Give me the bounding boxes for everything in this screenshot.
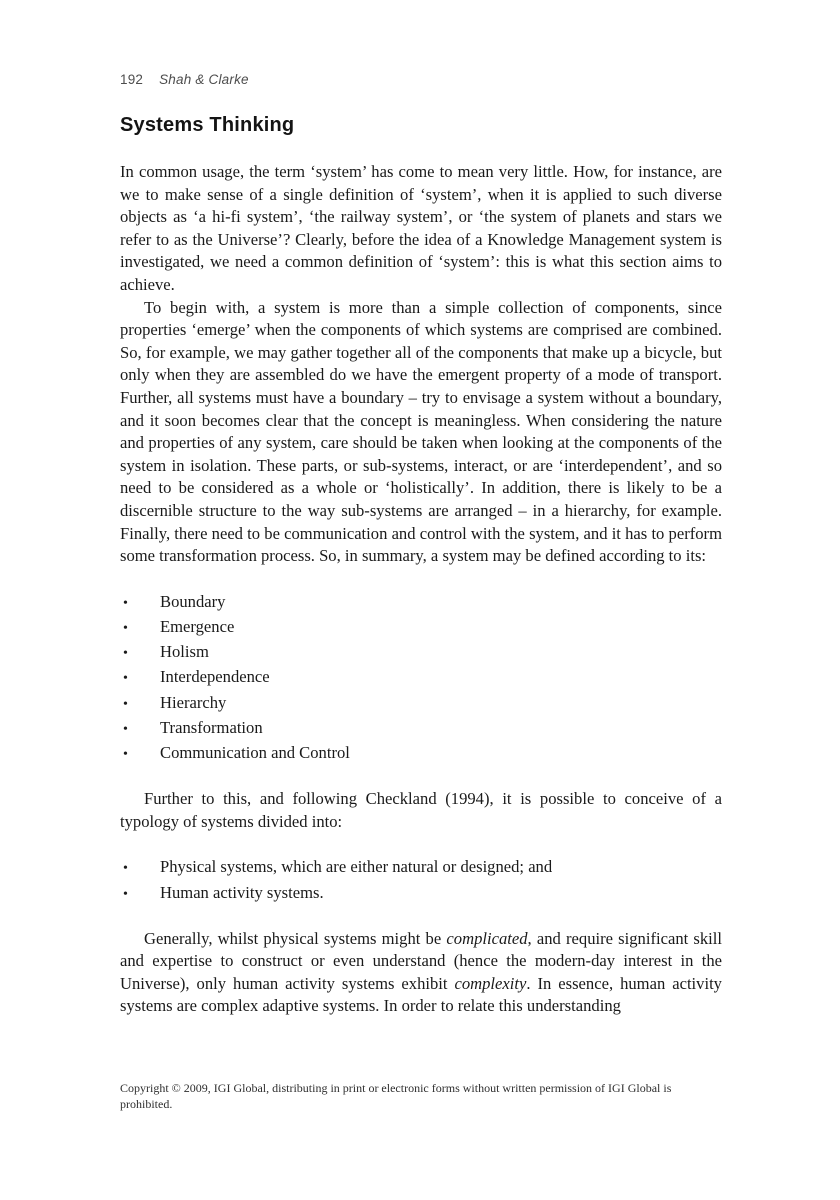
- list-item-label: Emergence: [160, 616, 235, 636]
- list-item-label: Human activity systems.: [160, 882, 324, 902]
- bullet-icon: •: [123, 646, 128, 662]
- running-head: [120, 72, 722, 87]
- list-item: [120, 590, 722, 615]
- complexity-italic-complexity: complexity: [454, 973, 527, 993]
- paragraph-system-definition: To begin with, a system is more than a simple collection of components, since properties ‘emerge’ when the components of which systems are comprised are combined. So, for example, we may gather together all of the components that make up a bicycle, but only when they are assembled do we have the emergent property of a mode of transport. Further, all systems must have a boundary – try to envisage a system without a boundary, and it soon becomes clear that the concept is meaningless. When considering the nature and properties of any system, care should be taken when looking at the components of the system in isolation. These parts, or sub-systems, interact, or are ‘interdependent’, and so need to be considered as a whole or ‘holistically’. In addition, there is likely to be a discernible structure to the way sub-systems are arranged – in a hierarchy, for example. Finally, there need to be communication and control with the system, and it has to perform some transformation process. So, in summary, a system may be defined according to its:: [120, 297, 722, 566]
- bullet-icon: •: [123, 886, 128, 902]
- section-title: Systems Thinking: [120, 114, 295, 136]
- paragraph-typology-intro: Further to this, and following Checkland (1994), it is possible to conceive of a typology of systems divided into:: [120, 789, 722, 831]
- list-item-label: Transformation: [160, 717, 263, 737]
- list-item-label: Boundary: [160, 591, 226, 611]
- list-item-label: Communication and Control: [160, 742, 350, 762]
- bullet-icon: •: [123, 746, 128, 762]
- copyright-notice: Copyright © 2009, IGI Global, distributing in print or electronic forms without written permission of IGI Global is prohibited.: [120, 1081, 672, 1111]
- bullet-icon: •: [123, 721, 128, 737]
- bullet-icon: •: [123, 671, 128, 687]
- bullet-icon: •: [123, 696, 128, 712]
- list-item-label: Interdependence: [160, 667, 270, 687]
- systems-typology-list: [120, 855, 722, 905]
- complexity-seg3: . In essence, human activity systems are complex adaptive systems. In order to relate this understanding: [120, 973, 722, 1016]
- system-properties-list: [120, 590, 722, 766]
- list-item: [120, 691, 722, 716]
- list-item: [120, 881, 722, 906]
- running-title: Shah & Clarke: [159, 72, 249, 87]
- list-item: [120, 716, 722, 741]
- list-item: [120, 615, 722, 640]
- page-number: 192: [120, 72, 144, 87]
- complexity-seg1: Generally, whilst physical systems might be: [144, 928, 447, 948]
- list-item: [120, 665, 722, 690]
- list-item-label: Physical systems, which are either natural or designed; and: [160, 857, 553, 877]
- complexity-italic-complicated: complicated: [446, 928, 528, 948]
- list-item-label: Hierarchy: [160, 692, 227, 712]
- list-item: [120, 640, 722, 665]
- body-text-block: [120, 161, 722, 1018]
- bullet-icon: •: [123, 861, 128, 877]
- bullet-icon: •: [123, 620, 128, 636]
- paragraph-intro: In common usage, the term ‘system’ has come to mean very little. How, for instance, are we to make sense of a single definition of ‘system’, when it is applied to such diverse objects as ‘a hi-fi system’, ‘the railway system’, or ‘the system of planets and stars we refer to as the Universe’? Clearly, before the idea of a Knowledge Management system is investigated, we need a common definition of ‘system’: this is what this section aims to achieve.: [120, 162, 722, 294]
- list-item-label: Holism: [160, 642, 209, 662]
- list-item: [120, 741, 722, 766]
- list-item: [120, 855, 722, 880]
- bullet-icon: •: [123, 595, 128, 611]
- paragraph-complexity: [120, 928, 722, 1018]
- complexity-seg2: , and require significant skill and expertise to construct or even understand (hence the modern-day interest in the Universe), only human activity systems exhibit: [120, 928, 722, 993]
